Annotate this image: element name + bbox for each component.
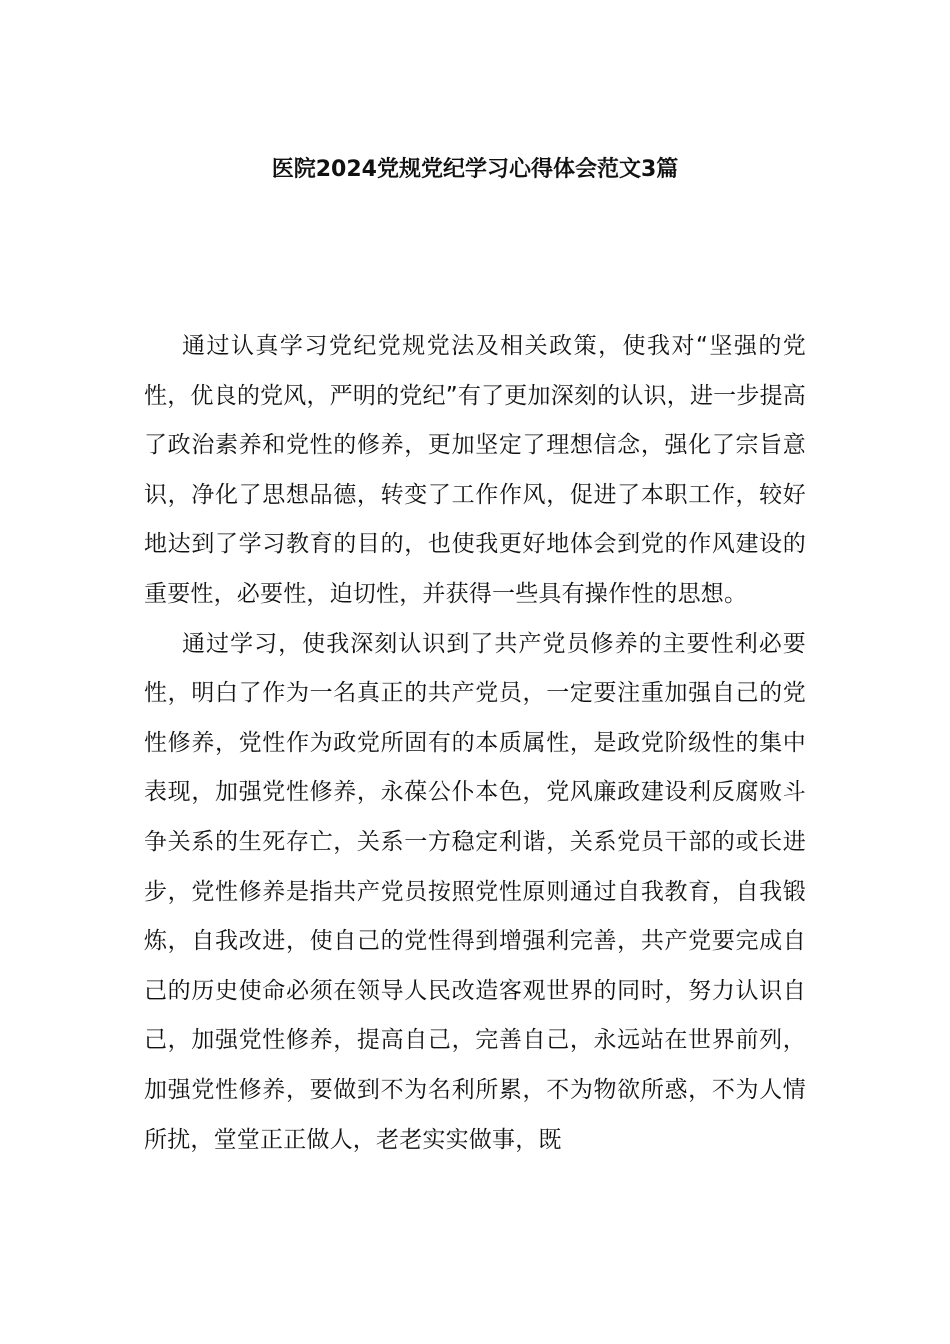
document-title: 医院2024党规党纪学习心得体会范文3篇 [271, 157, 679, 182]
document-body [144, 322, 806, 1165]
paragraph-2: 通过学习，使我深刻认识到了共产党员修养的主要性利必要性，明白了作为一名真正的共产党员，一定要注重加强自己的党性修养，党性作为政党所固有的本质属性，是政党阶级性的集中表现，加强党性修养，永葆公仆本色，党风廉政建设利反腐败斗争关系的生死存亡，关系一方稳定利谐，关系党员干部的或长进步，党性修养是指共产党员按照党性原则通过自我教育，自我锻炼，自我改进，使自己的党性得到增强利完善，共产党要完成自己的历史使命必须在领导人民改造客观世界的同时，努力认识自己，加强党性修养，提高自己，完善自己，永远站在世界前列，加强党性修养，要做到不为名利所累，不为物欲所惑，不为人情所扰，堂堂正正做人，老老实实做事，既 [144, 630, 806, 1153]
paragraph-1: 通过认真学习党纪党规党法及相关政策，使我对“坚强的党性，优良的党风，严明的党纪”有了更加深刻的认识，进一步提高了政治素养和党性的修养，更加坚定了理想信念，强化了宗旨意识，净化了思想品德，转变了工作作风，促进了本职工作，较好地达到了学习教育的目的，也使我更好地体会到党的作风建设的重要性，必要性，迫切性，并获得一些具有操作性的思想。 [144, 333, 806, 607]
